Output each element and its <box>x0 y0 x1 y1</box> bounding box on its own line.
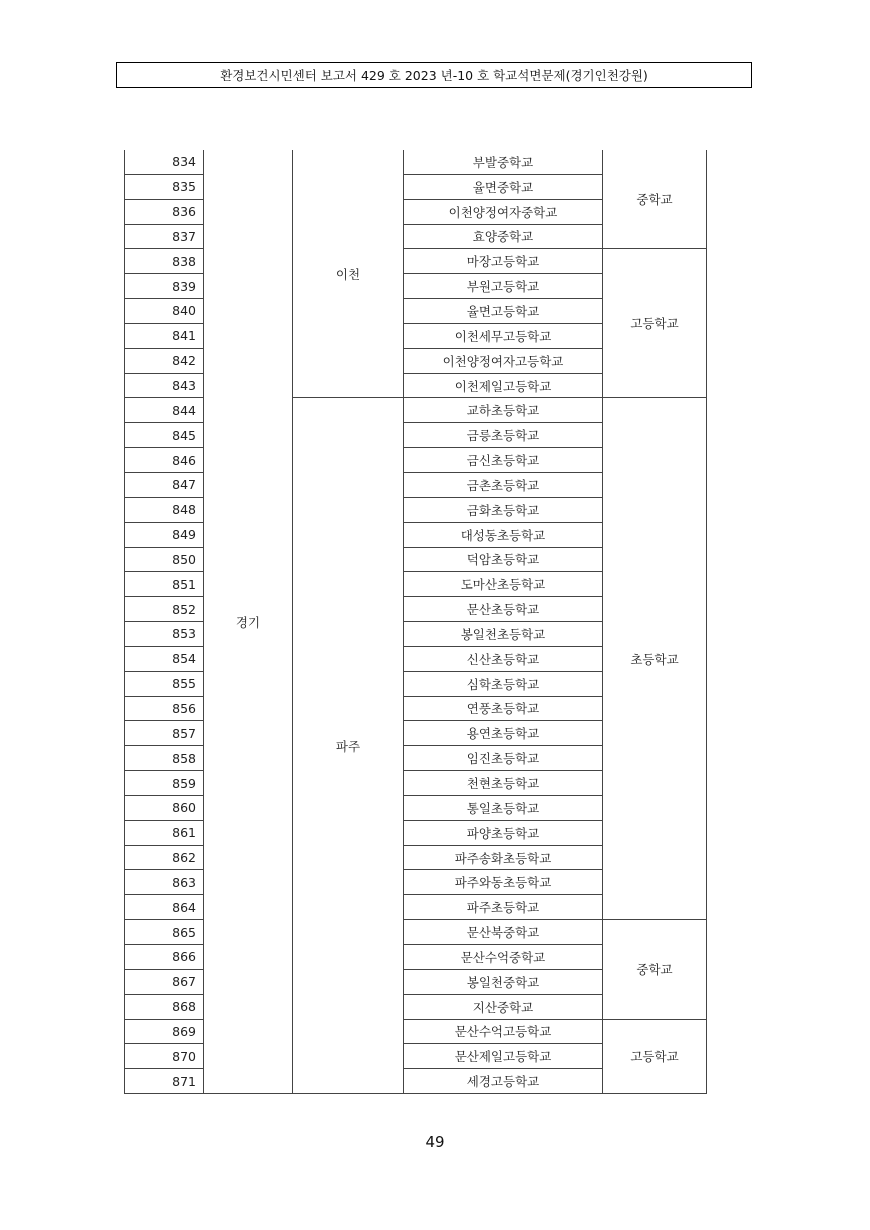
row-number-cell: 864 <box>125 895 204 920</box>
school-name-cell: 봉일천중학교 <box>404 969 603 994</box>
row-number-cell: 834 <box>125 150 204 174</box>
region-cell: 경기 <box>204 150 293 1094</box>
school-name-cell: 부발중학교 <box>404 150 603 174</box>
school-level-cell: 고등학교 <box>603 249 707 398</box>
row-number-cell: 852 <box>125 597 204 622</box>
school-name-cell: 도마산초등학교 <box>404 572 603 597</box>
school-name-cell: 문산초등학교 <box>404 597 603 622</box>
school-name-cell: 교하초등학교 <box>404 398 603 423</box>
row-number-cell: 867 <box>125 969 204 994</box>
school-name-cell: 효양중학교 <box>404 224 603 249</box>
school-name-cell: 심학초등학교 <box>404 671 603 696</box>
row-number-cell: 842 <box>125 348 204 373</box>
school-level-cell: 초등학교 <box>603 398 707 920</box>
row-number-cell: 843 <box>125 373 204 398</box>
report-header-title: 환경보건시민센터 보고서 429 호 2023 년-10 호 학교석면문제(경기인천강원) <box>220 68 648 83</box>
row-number-cell: 871 <box>125 1069 204 1094</box>
row-number-cell: 853 <box>125 622 204 647</box>
row-number-cell: 854 <box>125 646 204 671</box>
school-name-cell: 파양초등학교 <box>404 820 603 845</box>
school-name-cell: 금신초등학교 <box>404 448 603 473</box>
school-name-cell: 지산중학교 <box>404 994 603 1019</box>
row-number-cell: 848 <box>125 497 204 522</box>
row-number-cell: 859 <box>125 771 204 796</box>
row-number-cell: 869 <box>125 1019 204 1044</box>
row-number-cell: 849 <box>125 522 204 547</box>
school-name-cell: 신산초등학교 <box>404 646 603 671</box>
school-name-cell: 연풍초등학교 <box>404 696 603 721</box>
row-number-cell: 860 <box>125 795 204 820</box>
school-name-cell: 금릉초등학교 <box>404 423 603 448</box>
school-name-cell: 부원고등학교 <box>404 274 603 299</box>
school-name-cell: 이천제일고등학교 <box>404 373 603 398</box>
school-name-cell: 통일초등학교 <box>404 795 603 820</box>
school-name-cell: 금화초등학교 <box>404 497 603 522</box>
row-number-cell: 846 <box>125 448 204 473</box>
school-list-body <box>125 150 707 1094</box>
row-number-cell: 839 <box>125 274 204 299</box>
row-number-cell: 866 <box>125 945 204 970</box>
row-number-cell: 847 <box>125 472 204 497</box>
school-level-cell: 중학교 <box>603 150 707 249</box>
school-name-cell: 임진초등학교 <box>404 746 603 771</box>
school-name-cell: 문산북중학교 <box>404 920 603 945</box>
row-number-cell: 845 <box>125 423 204 448</box>
row-number-cell: 868 <box>125 994 204 1019</box>
school-name-cell: 세경고등학교 <box>404 1069 603 1094</box>
school-name-cell: 파주와동초등학교 <box>404 870 603 895</box>
school-name-cell: 문산수억고등학교 <box>404 1019 603 1044</box>
row-number-cell: 862 <box>125 845 204 870</box>
school-name-cell: 금촌초등학교 <box>404 472 603 497</box>
city-cell: 이천 <box>293 150 404 398</box>
school-name-cell: 이천양정여자고등학교 <box>404 348 603 373</box>
row-number-cell: 844 <box>125 398 204 423</box>
school-level-cell: 중학교 <box>603 920 707 1019</box>
school-name-cell: 문산수억중학교 <box>404 945 603 970</box>
row-number-cell: 861 <box>125 820 204 845</box>
page-number: 49 <box>425 1133 445 1151</box>
row-number-cell: 856 <box>125 696 204 721</box>
row-number-cell: 850 <box>125 547 204 572</box>
school-name-cell: 덕암초등학교 <box>404 547 603 572</box>
row-number-cell: 840 <box>125 299 204 324</box>
school-name-cell: 이천세무고등학교 <box>404 323 603 348</box>
city-cell: 파주 <box>293 398 404 1094</box>
school-name-cell: 문산제일고등학교 <box>404 1044 603 1069</box>
school-name-cell: 파주초등학교 <box>404 895 603 920</box>
table-row <box>125 150 707 174</box>
school-name-cell: 율면중학교 <box>404 174 603 199</box>
row-number-cell: 858 <box>125 746 204 771</box>
row-number-cell: 863 <box>125 870 204 895</box>
school-level-cell: 고등학교 <box>603 1019 707 1094</box>
school-name-cell: 율면고등학교 <box>404 299 603 324</box>
school-name-cell: 마장고등학교 <box>404 249 603 274</box>
row-number-cell: 838 <box>125 249 204 274</box>
school-name-cell: 천현초등학교 <box>404 771 603 796</box>
row-number-cell: 857 <box>125 721 204 746</box>
row-number-cell: 865 <box>125 920 204 945</box>
report-header <box>116 62 752 88</box>
school-name-cell: 대성동초등학교 <box>404 522 603 547</box>
school-list-table <box>124 150 707 1094</box>
row-number-cell: 841 <box>125 323 204 348</box>
school-name-cell: 용연초등학교 <box>404 721 603 746</box>
school-name-cell: 이천양정여자중학교 <box>404 199 603 224</box>
row-number-cell: 855 <box>125 671 204 696</box>
row-number-cell: 835 <box>125 174 204 199</box>
row-number-cell: 836 <box>125 199 204 224</box>
row-number-cell: 870 <box>125 1044 204 1069</box>
school-name-cell: 봉일천초등학교 <box>404 622 603 647</box>
row-number-cell: 837 <box>125 224 204 249</box>
row-number-cell: 851 <box>125 572 204 597</box>
school-name-cell: 파주송화초등학교 <box>404 845 603 870</box>
